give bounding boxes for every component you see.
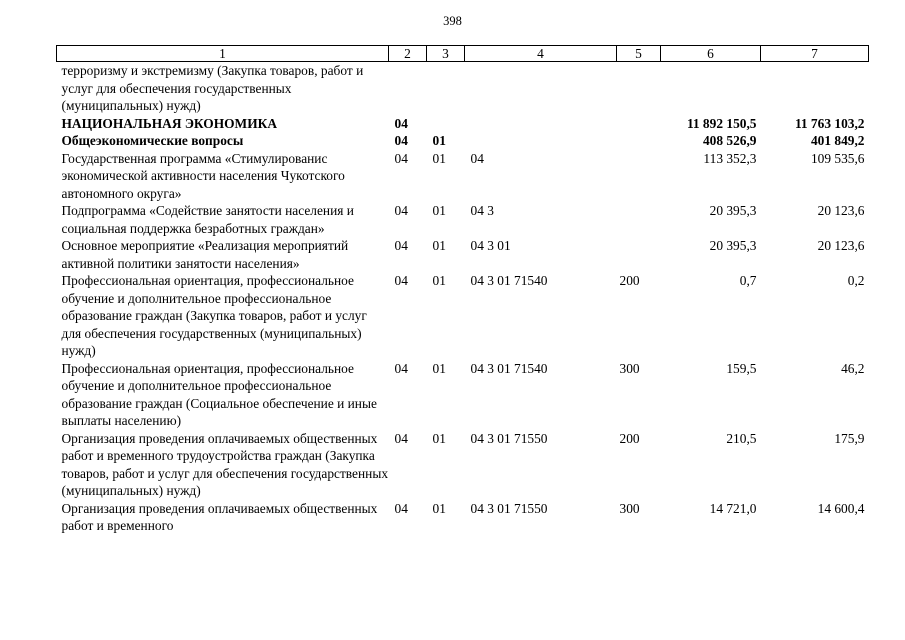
- row-expense-type: [617, 237, 661, 272]
- row-subsection: [427, 62, 465, 115]
- row-amount-year2: 14 600,4: [817, 500, 865, 516]
- row-expense-type: [617, 115, 661, 133]
- table-row: [57, 202, 869, 237]
- row-target-article: 04 3 01 71550: [470, 430, 548, 446]
- row-target-article: 04 3 01 71540: [470, 273, 548, 288]
- row-target-article: 04: [470, 150, 484, 166]
- row-amount-year1: 210,5: [726, 430, 757, 446]
- row-target-article: 04 3 01 71540: [470, 360, 548, 376]
- row-description: Профессиональная ориентация, профессиональное обучение и дополнительное профессиональное образование граждан (Социальное обеспечение и иные выплаты населению): [61, 360, 377, 428]
- row-amount-year1: 14 721,0: [709, 500, 757, 516]
- row-target-article: 04 3 01 71550: [470, 500, 548, 516]
- table-body: [57, 62, 869, 535]
- row-description: НАЦИОНАЛЬНАЯ ЭКОНОМИКА: [61, 115, 277, 131]
- page-number: 398: [443, 14, 462, 28]
- row-subsection: 01: [432, 273, 446, 288]
- table-row: [57, 500, 869, 535]
- row-target-article: [465, 115, 617, 133]
- row-section: 04: [394, 273, 408, 288]
- row-expense-type: 200: [619, 430, 640, 446]
- row-target-article: 04 3 01: [470, 238, 511, 253]
- row-expense-type: [617, 150, 661, 203]
- row-subsection: 01: [432, 430, 446, 446]
- row-subsection: 01: [432, 500, 446, 516]
- row-subsection: 01: [432, 238, 446, 253]
- column-header: 3: [427, 46, 465, 62]
- row-section: [389, 62, 427, 115]
- column-header: 2: [389, 46, 427, 62]
- table-row: [57, 237, 869, 272]
- row-expense-type: [617, 62, 661, 115]
- row-section: 04: [394, 360, 408, 376]
- row-expense-type: [617, 132, 661, 150]
- column-header: 1: [57, 46, 389, 62]
- row-amount-year1: 113 352,3: [703, 150, 757, 166]
- table-header-row: [57, 46, 869, 62]
- row-amount-year1: 20 395,3: [709, 203, 757, 218]
- row-section: 04: [394, 203, 408, 218]
- row-section: 04: [394, 133, 408, 148]
- row-amount-year2: 11 763 103,2: [794, 115, 865, 131]
- row-subsection: 01: [432, 203, 446, 218]
- table-row: [57, 132, 869, 150]
- budget-table: [56, 45, 869, 535]
- row-amount-year2: 46,2: [841, 360, 865, 376]
- row-subsection: 01: [432, 360, 446, 376]
- row-amount-year2: 20 123,6: [817, 238, 865, 253]
- row-target-article: [465, 132, 617, 150]
- row-target-article: [465, 62, 617, 115]
- row-amount-year2: 20 123,6: [817, 203, 865, 218]
- table-row: [57, 115, 869, 133]
- row-amount-year1: 20 395,3: [709, 238, 757, 253]
- row-description: Общеэкономические вопросы: [61, 133, 244, 148]
- row-amount-year2: 109 535,6: [810, 150, 865, 166]
- row-section: 04: [394, 430, 408, 446]
- column-header: 4: [465, 46, 617, 62]
- row-expense-type: [617, 202, 661, 237]
- row-target-article: 04 3: [470, 203, 494, 218]
- row-amount-year1: 408 526,9: [702, 133, 757, 148]
- table-row: [57, 272, 869, 360]
- row-description: Профессиональная ориентация, профессиональное обучение и дополнительное профессиональное образование граждан (Закупка товаров, работ и услуг для обеспечения государственных (муниципальных) нужд): [61, 273, 367, 358]
- row-amount-year2: 0,2: [847, 273, 865, 288]
- column-header: 6: [661, 46, 761, 62]
- row-amount-year2: 401 849,2: [810, 133, 865, 148]
- row-description: Организация проведения оплачиваемых общественных работ и временного трудоустройства граждан (Закупка товаров, работ и услуг для обеспечения государственных (муниципальных) нужд): [61, 430, 389, 498]
- table-row: [57, 150, 869, 203]
- table-row: [57, 430, 869, 500]
- row-expense-type: 300: [619, 500, 640, 516]
- row-amount-year1: 11 892 150,5: [686, 115, 757, 131]
- row-description: Основное мероприятие «Реализация мероприятий активной политики занятости населения»: [61, 238, 349, 271]
- table-row: [57, 360, 869, 430]
- row-subsection: [427, 115, 465, 133]
- row-section: 04: [394, 150, 408, 166]
- row-section: 04: [394, 500, 408, 516]
- row-description: Подпрограмма «Содействие занятости населения и социальная поддержка безработных граждан»: [61, 203, 354, 236]
- column-header: 7: [761, 46, 869, 62]
- row-subsection: 01: [432, 133, 446, 148]
- row-description: Государственная программа «Стимулированис экономической активности населения Чукотского автономного округа»: [61, 150, 345, 201]
- row-expense-type: 200: [619, 273, 640, 288]
- row-amount-year1: 159,5: [726, 360, 757, 376]
- table-row: [57, 62, 869, 115]
- row-section: 04: [394, 238, 408, 253]
- row-description: терроризму и экстремизму (Закупка товаров, работ и услуг для обеспечения государственных (муниципальных) нужд): [61, 63, 364, 113]
- row-amount-year1: [661, 62, 761, 115]
- row-expense-type: 300: [619, 360, 640, 376]
- column-header: 5: [617, 46, 661, 62]
- row-amount-year1: 0,7: [739, 273, 757, 288]
- row-amount-year2: 175,9: [834, 430, 865, 446]
- row-subsection: 01: [432, 150, 446, 166]
- row-section: 04: [394, 115, 408, 131]
- row-amount-year2: [761, 62, 869, 115]
- row-description: Организация проведения оплачиваемых общественных работ и временного: [61, 500, 378, 533]
